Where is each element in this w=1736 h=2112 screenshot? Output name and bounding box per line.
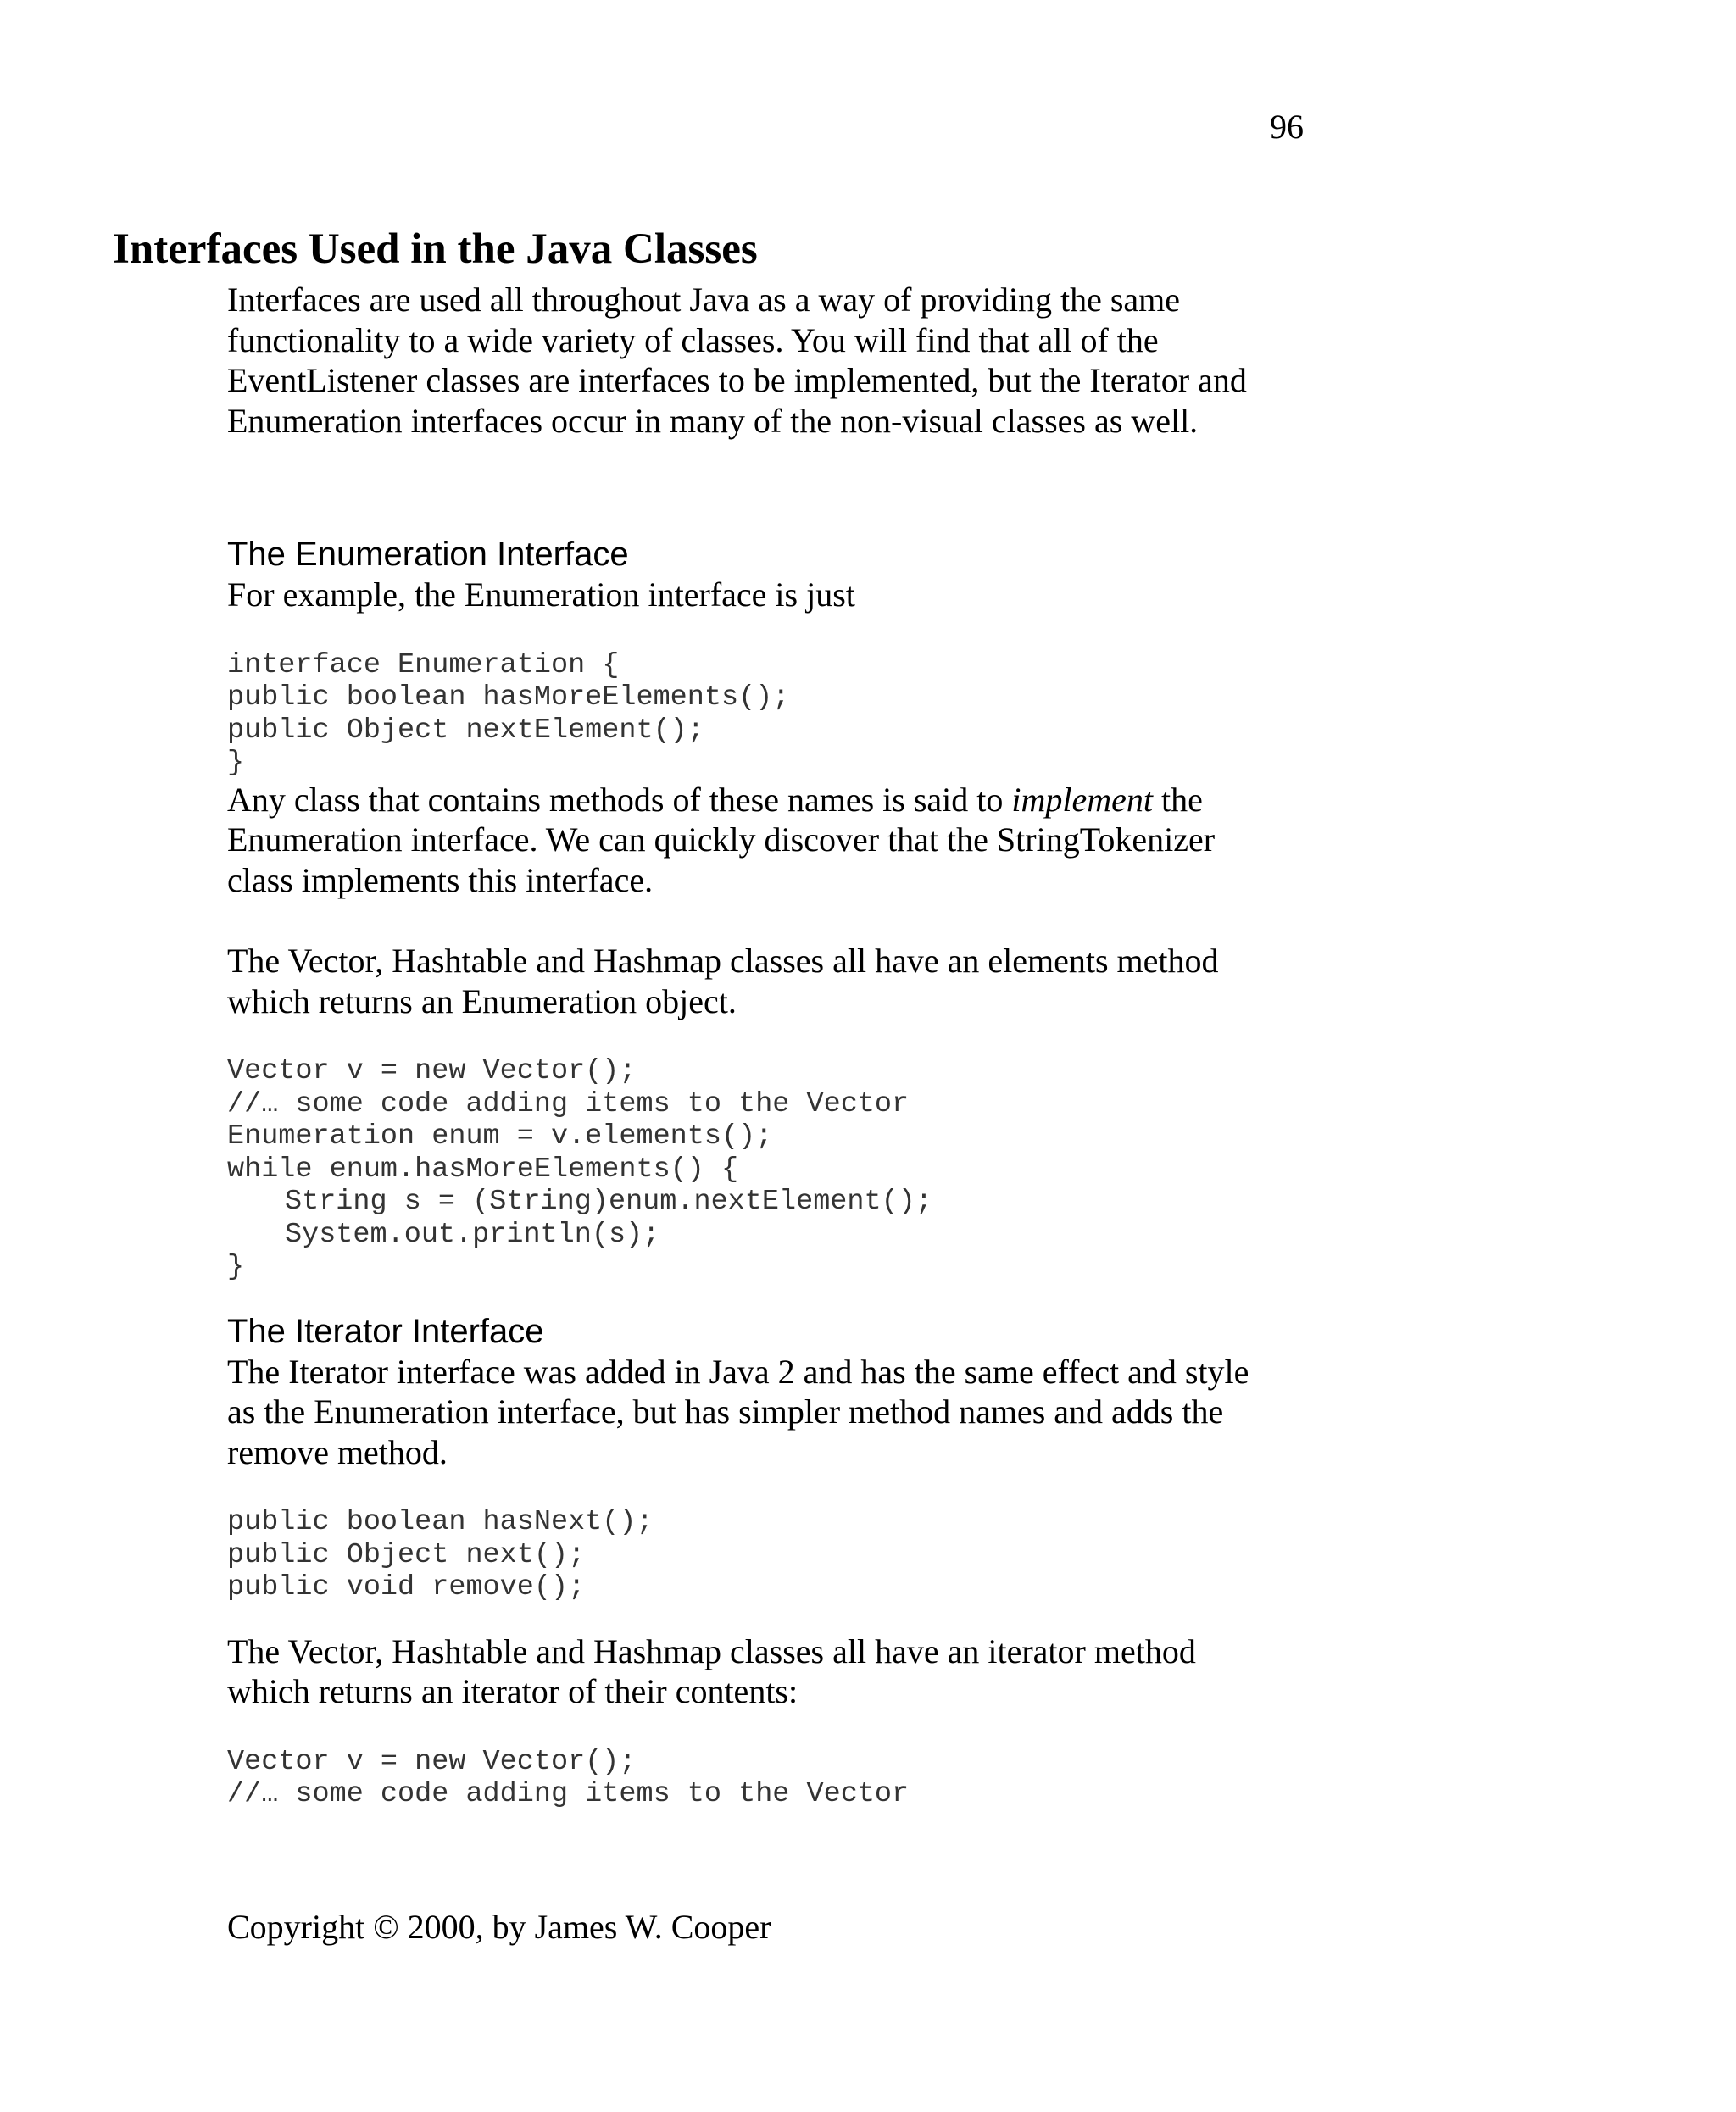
enumeration-heading: The Enumeration Interface	[227, 536, 629, 573]
iterator-heading: The Iterator Interface	[227, 1312, 544, 1350]
enumeration-example-code	[227, 1055, 1329, 1284]
implement-text-after: the	[1153, 780, 1203, 819]
code-line: Vector v = new Vector();	[227, 1745, 637, 1778]
iterator-method-paragraph	[227, 1631, 1329, 1712]
page-number: 96	[1270, 108, 1304, 146]
enumeration-lead: For example, the Enumeration interface is just	[227, 575, 855, 614]
intro-line: functionality to a wide variety of classes. You will find that all of the	[227, 320, 1159, 359]
code-line: String s = (String)enum.nextElement();	[285, 1186, 932, 1218]
implement-line: class implements this interface.	[227, 860, 654, 899]
code-line: public Object next();	[227, 1538, 586, 1571]
code-line: while enum.hasMoreElements() {	[227, 1153, 739, 1186]
elements-line: The Vector, Hashtable and Hashmap classes all have an elements method	[227, 942, 1219, 980]
iterator-method-line: which returns an iterator of their contents:	[227, 1672, 798, 1710]
implement-line	[227, 780, 1329, 820]
implement-text-before: Any class that contains methods of these names is said to	[227, 780, 1012, 819]
implement-emphasis: implement	[1011, 780, 1154, 819]
code-line: Vector v = new Vector();	[227, 1055, 637, 1087]
iterator-method-line: The Vector, Hashtable and Hashmap classes all have an iterator method	[227, 1631, 1196, 1670]
code-line: public void remove();	[227, 1571, 586, 1603]
intro-paragraph	[227, 280, 1329, 441]
code-line: Enumeration enum = v.elements();	[227, 1120, 773, 1153]
intro-line: EventListener classes are interfaces to be implemented, but the Iterator and	[227, 361, 1247, 399]
code-line: interface Enumeration {	[227, 648, 620, 681]
page-title: Interfaces Used in the Java Classes	[113, 225, 758, 273]
code-line: public boolean hasNext();	[227, 1506, 654, 1538]
iterator-interface-code	[227, 1506, 1329, 1604]
body-column	[227, 280, 1329, 1811]
implement-paragraph	[227, 780, 1329, 901]
code-line: public boolean hasMoreElements();	[227, 681, 790, 714]
iterator-intro-line: The Iterator interface was added in Java 2 and has the same effect and style	[227, 1352, 1249, 1391]
code-line: public Object nextElement();	[227, 714, 704, 747]
iterator-intro-paragraph	[227, 1352, 1329, 1473]
copyright-footer: Copyright © 2000, by James W. Cooper	[227, 1908, 771, 1946]
code-line: System.out.println(s);	[285, 1218, 660, 1251]
iterator-intro-line: as the Enumeration interface, but has simpler method names and adds the	[227, 1392, 1224, 1431]
code-line: }	[227, 747, 245, 779]
enumeration-interface-code	[227, 649, 1329, 780]
elements-line: which returns an Enumeration object.	[227, 981, 737, 1020]
iterator-example-code	[227, 1746, 1329, 1811]
code-line: //… some code adding items to the Vector	[227, 1778, 910, 1810]
code-line: //… some code adding items to the Vector	[227, 1087, 910, 1120]
intro-line: Interfaces are used all throughout Java as a way of providing the same	[227, 281, 1181, 319]
code-line: }	[227, 1251, 245, 1283]
implement-line: Enumeration interface. We can quickly discover that the StringTokenizer	[227, 820, 1216, 859]
iterator-intro-line: remove method.	[227, 1432, 448, 1471]
intro-line: Enumeration interfaces occur in many of the non-visual classes as well.	[227, 401, 1199, 440]
elements-paragraph	[227, 941, 1329, 1021]
